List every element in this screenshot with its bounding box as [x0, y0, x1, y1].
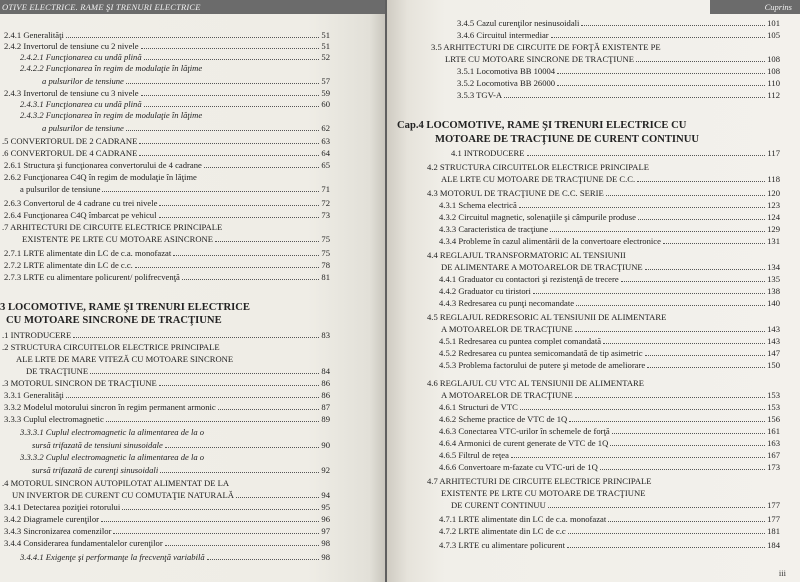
dot-leader [550, 231, 765, 232]
toc-entry [439, 450, 780, 460]
chapter-heading-continuation: MOTOARE DE TRACŢIUNE DE CURENT CONTINUU [435, 134, 700, 145]
toc-entry-text: ALE LRTE CU MOTOARE DE TRACŢIUNE DE C.C. [441, 174, 636, 184]
toc-entry [4, 390, 330, 400]
toc-entry [2, 378, 330, 388]
dot-leader [215, 241, 319, 242]
toc-page-number: 123 [767, 200, 780, 210]
toc-entry [4, 248, 330, 258]
toc-entry [457, 78, 780, 88]
chapter-heading: Cap.4 LOCOMOTIVE, RAME ŞI TRENURI ELECTRICE CU [397, 120, 687, 131]
toc-entry-text: 2.7.3 LRTE cu alimentare policurent/ polifrecvenţă [4, 272, 180, 282]
toc-entry [439, 348, 780, 358]
toc-entry-text: 4.3.1 Schema electrică [439, 200, 517, 210]
toc-entry-text: 3.4.3 Sincronizarea comenzilor [4, 526, 112, 536]
toc-entry-text: 4.6.2 Scheme practice de VTC de 1Q [439, 414, 568, 424]
toc-page-number: 72 [321, 198, 330, 208]
toc-page-number: 177 [767, 514, 780, 524]
toc-page-number: 184 [767, 540, 780, 550]
toc-page-number: 163 [767, 438, 780, 448]
toc-page-number: 135 [767, 274, 780, 284]
toc-page-number: 167 [767, 450, 780, 460]
toc-entry-title: .4 MOTORUL SINCRON AUTOPILOTAT ALIMENTAT DE LA [2, 478, 230, 488]
toc-entry [457, 18, 780, 28]
toc-entry-text: 3.3.3 Cuplul electromagnetic [4, 414, 104, 424]
toc-entry [439, 526, 780, 536]
dot-leader [122, 509, 319, 510]
toc-entry-text: UN INVERTOR DE CURENT CU COMUTAŢIE NATURALĂ [12, 490, 234, 500]
toc-entry [20, 184, 330, 194]
toc-entry-text: 4.5.3 Problema factorului de putere şi metode de ameliorare [439, 360, 646, 370]
toc-entry [439, 402, 780, 412]
toc-entry [4, 538, 330, 548]
toc-page-number: 60 [321, 99, 330, 109]
toc-entry-text: LRTE CU MOTOARE SINCRONE DE TRACŢIUNE [445, 54, 634, 64]
toc-page-number: 124 [767, 212, 780, 222]
toc-entry [441, 324, 780, 334]
toc-page-number: 129 [767, 224, 780, 234]
dot-leader [520, 409, 765, 410]
toc-entry-text: EXISTENTE PE LRTE CU MOTOARE ASINCRONE [22, 234, 214, 244]
toc-page-number: 117 [767, 148, 780, 158]
toc-page-number: 63 [321, 136, 330, 146]
toc-entry-text: 3.4.4 Considerarea fundamentalelor curenţilor [4, 538, 163, 548]
dot-leader [603, 343, 765, 344]
toc-page-number: 156 [767, 414, 780, 424]
toc-entry-text: 3.3.1 Generalităţi [4, 390, 64, 400]
toc-entry-text: 3.3.2 Modelul motorului sincron în regim permanent armonic [4, 402, 216, 412]
toc-entry-text: 4.1 INTRODUCERE [451, 148, 525, 158]
toc-entry [439, 298, 780, 308]
toc-entry [441, 262, 780, 272]
toc-entry-text: 3.4.1 Detectarea poziţiei rotorului [4, 502, 121, 512]
toc-page-number: 89 [321, 414, 330, 424]
toc-entry [4, 41, 330, 51]
dot-leader [113, 533, 319, 534]
toc-page-number: 143 [767, 324, 780, 334]
dot-leader [606, 195, 765, 196]
dot-leader [139, 155, 319, 156]
toc-entry [32, 465, 330, 475]
left-running-head: OTIVE ELECTRICE. RAME ŞI TRENURI ELECTRICE [0, 0, 385, 14]
toc-entry-text: 3.4.6 Circuitul intermediar [457, 30, 549, 40]
toc-entry-text: 4.4.3 Redresarea cu punţi necomandate [439, 298, 575, 308]
toc-page-number: 71 [321, 184, 330, 194]
toc-entry-text: 4.6.3 Conectarea VTC-urilor în schemele de forţă [439, 426, 610, 436]
toc-entry [439, 236, 780, 246]
toc-entry [4, 160, 330, 170]
toc-entry [439, 212, 780, 222]
toc-entry-text: .1 INTRODUCERE [2, 330, 72, 340]
toc-entry [20, 552, 330, 562]
toc-entry-text: 2.6.4 Funcţionarea C4Q îmbarcat pe vehicul [4, 210, 157, 220]
toc-page-number: 153 [767, 390, 780, 400]
toc-entry-title: 2.6.2 Funcţionarea C4Q în regim de modulaţie în lăţime [4, 172, 197, 182]
toc-entry-text: a pulsurilor de tensiune [20, 184, 101, 194]
toc-page-number: 138 [767, 286, 780, 296]
toc-entry [42, 123, 330, 133]
toc-entry-text: 4.3 MOTORUL DE TRACŢIUNE DE C.C. SERIE [427, 188, 604, 198]
toc-entry-text: 4.7.1 LRTE alimentate din LC de c.a. monofazat [439, 514, 607, 524]
toc-entry-text: DE CURENT CONTINUU [451, 500, 546, 510]
toc-page-number: 143 [767, 336, 780, 346]
toc-entry-continuation: ALE LRTE DE MARE VITEZĂ CU MOTOARE SINCRONE [16, 354, 234, 364]
dot-leader [569, 421, 765, 422]
toc-entry-title: 3.3.3.2 Cuplul electromagnetic la alimentarea de la o [20, 452, 205, 462]
toc-page-number: 95 [321, 502, 330, 512]
toc-entry [439, 336, 780, 346]
dot-leader [66, 397, 320, 398]
right-running-head: Cuprins [710, 0, 800, 14]
dot-leader [90, 373, 319, 374]
dot-leader [621, 281, 765, 282]
toc-entry [4, 514, 330, 524]
dot-leader [126, 83, 320, 84]
dot-leader [106, 421, 320, 422]
toc-entry [2, 330, 330, 340]
toc-entry-text: a pulsurilor de tensiune [42, 76, 124, 86]
toc-page-number: 112 [767, 90, 780, 100]
dot-leader [519, 207, 765, 208]
toc-entry-text: 3.4.5 Cazul curenţilor nesinusoidali [457, 18, 580, 28]
toc-entry-title: 4.2 STRUCTURA CIRCUITELOR ELECTRICE PRINCIPALE [427, 162, 649, 172]
toc-page-number: 134 [767, 262, 780, 272]
toc-entry-title: 4.4 REGLAJUL TRANSFORMATORIC AL TENSIUNII [427, 250, 626, 260]
toc-entry-title: 4.7 ARHITECTURI DE CIRCUITE ELECTRICE PRINCIPALE [427, 476, 652, 486]
dot-leader [504, 97, 765, 98]
dot-leader [182, 279, 320, 280]
toc-entry [26, 366, 330, 376]
toc-entry [439, 462, 780, 472]
toc-page-number: 118 [767, 174, 780, 184]
toc-entry-text: 4.4.1 Graduator cu contactori şi rezistenţă de trecere [439, 274, 619, 284]
toc-entry [439, 514, 780, 524]
toc-entry-text: 4.3.4 Probleme în cazul alimentării de la convertoare electronice [439, 236, 661, 246]
dot-leader [207, 559, 320, 560]
toc-page-number: 73 [321, 210, 330, 220]
dot-leader [645, 355, 766, 356]
toc-entry-title: 4.5 REGLAJUL REDRESORIC AL TENSIUNII DE ALIMENTARE [427, 312, 667, 322]
toc-entry-text: 2.6.3 Convertorul de 4 cadrane cu trei nivele [4, 198, 158, 208]
toc-page-number: 65 [321, 160, 330, 170]
dot-leader [135, 267, 320, 268]
toc-entry [4, 30, 330, 40]
toc-entry-text: 4.6.5 Filtrul de reţea [439, 450, 509, 460]
toc-entry-title: 2.4.3.2 Funcţionarea în regim de modulaţie în lăţime [20, 110, 203, 120]
toc-entry [439, 438, 780, 448]
toc-entry-text: sursă trifazată de curenţi sinusoidali [32, 465, 159, 475]
toc-page-number: 98 [321, 538, 330, 548]
toc-page-number: 75 [321, 248, 330, 258]
toc-page-number: 86 [321, 390, 330, 400]
toc-entry [427, 188, 780, 198]
toc-entry-text: 2.4.1 Generalităţi [4, 30, 64, 40]
toc-entry [441, 390, 780, 400]
toc-entry-text: sursă trifazată de tensiuni sinusoidale [32, 440, 163, 450]
toc-page-number: 110 [767, 78, 780, 88]
toc-entry [439, 274, 780, 284]
toc-page-number: 51 [321, 41, 330, 51]
dot-leader [663, 243, 765, 244]
toc-entry-text: 2.4.2 Invertorul de tensiune cu 2 nivele [4, 41, 139, 51]
toc-entry [445, 54, 780, 64]
dot-leader [73, 337, 319, 338]
toc-entry [42, 76, 330, 86]
toc-entry-title: 3.3.3.1 Cuplul electromagnetic la alimentarea de la o [20, 427, 205, 437]
toc-entry [20, 99, 330, 109]
toc-page-number: 86 [321, 378, 330, 388]
toc-entry-title: 3.5 ARHITECTURI DE CIRCUITE DE FORŢĂ EXISTENTE PE [431, 42, 661, 52]
toc-entry [32, 440, 330, 450]
toc-entry-text: 2.4.3 Invertorul de tensiune cu 3 nivele [4, 88, 139, 98]
toc-page-number: 153 [767, 402, 780, 412]
toc-page-number: 62 [321, 123, 330, 133]
toc-entry-continuation: EXISTENTE PE LRTE CU MOTOARE DE TRACŢIUNE [441, 488, 646, 498]
toc-entry-text: 4.7.3 LRTE cu alimentare policurent [439, 540, 565, 550]
dot-leader [600, 469, 765, 470]
toc-entry-text: 4.4.2 Graduator cu tiristori [439, 286, 531, 296]
toc-entry-text: 4.5.2 Redresarea cu puntea semicomandată de tip asimetric [439, 348, 643, 358]
toc-page-number: 150 [767, 360, 780, 370]
dot-leader [165, 545, 320, 546]
dot-leader [551, 37, 765, 38]
dot-leader [608, 521, 765, 522]
toc-page-number: 81 [321, 272, 330, 282]
toc-page-number: 177 [767, 500, 780, 510]
toc-page-number: 90 [321, 440, 330, 450]
toc-entry [2, 136, 330, 146]
toc-entry-title: .2 STRUCTURA CIRCUITELOR ELECTRICE PRINCIPALE [2, 342, 220, 352]
toc-entry-text: 4.3.2 Circuitul magnetic, solenaţiile şi câmpurile produse [439, 212, 636, 222]
toc-page-number: 97 [321, 526, 330, 536]
toc-entry [4, 198, 330, 208]
toc-entry [4, 272, 330, 282]
dot-leader [557, 73, 765, 74]
dot-leader [610, 445, 765, 446]
toc-entry [457, 30, 780, 40]
chapter-heading-continuation: CU MOTOARE SINCRONE DE TRACŢIUNE [6, 315, 222, 326]
dot-leader [236, 497, 319, 498]
toc-entry [20, 52, 330, 62]
toc-page-number: 120 [767, 188, 780, 198]
toc-entry [457, 66, 780, 76]
toc-entry [457, 90, 780, 100]
toc-page-number: 173 [767, 462, 780, 472]
toc-page-number: 147 [767, 348, 780, 358]
toc-entry-text: 4.7.2 LRTE alimentate din LC de c.c [439, 526, 566, 536]
toc-entry [439, 426, 780, 436]
toc-entry [4, 210, 330, 220]
toc-entry [451, 148, 780, 158]
dot-leader [557, 85, 765, 86]
toc-entry-text: 2.7.2 LRTE alimentate din LC de c.c. [4, 260, 133, 270]
toc-page-number: 64 [321, 148, 330, 158]
toc-entry-text: .3 MOTORUL SINCRON DE TRACŢIUNE [2, 378, 157, 388]
toc-entry [451, 500, 780, 510]
toc-page-number: 140 [767, 298, 780, 308]
toc-entry-text: 4.3.3 Caracteristica de tracţiune [439, 224, 549, 234]
dot-leader [102, 191, 319, 192]
dot-leader [548, 507, 765, 508]
toc-entry [4, 88, 330, 98]
toc-page-number: 131 [767, 236, 780, 246]
toc-entry-title: 4.6 REGLAJUL CU VTC AL TENSIUNII DE ALIMENTARE [427, 378, 645, 388]
toc-page-number: 59 [321, 88, 330, 98]
dot-leader [575, 397, 765, 398]
dot-leader [581, 25, 765, 26]
dot-leader [645, 269, 765, 270]
dot-leader [527, 155, 766, 156]
toc-entry-text: .5 CONVERTORUL DE 2 CADRANE [2, 136, 138, 146]
toc-page-number: 181 [767, 526, 780, 536]
toc-page-number: 75 [321, 234, 330, 244]
toc-entry [439, 224, 780, 234]
toc-page-number: 105 [767, 30, 780, 40]
toc-page-number: 94 [321, 490, 330, 500]
toc-page-number: 52 [321, 52, 330, 62]
dot-leader [533, 293, 765, 294]
dot-leader [567, 547, 765, 548]
toc-entry-text: DE ALIMENTARE A MOTOARELOR DE TRACŢIUNE [441, 262, 643, 272]
dot-leader [144, 106, 320, 107]
dot-leader [576, 305, 765, 306]
dot-leader [612, 433, 765, 434]
toc-entry [4, 502, 330, 512]
dot-leader [141, 95, 320, 96]
toc-entry-text: 2.4.3.1 Funcţionarea cu undă plină [20, 99, 142, 109]
toc-page-number: 78 [321, 260, 330, 270]
toc-entry [439, 200, 780, 210]
chapter-heading: 3 LOCOMOTIVE, RAME ŞI TRENURI ELECTRICE [0, 302, 250, 313]
toc-entry-text: 4.6.4 Armonici de curent generate de VTC de 1Q [439, 438, 609, 448]
dot-leader [511, 457, 765, 458]
toc-entry [4, 414, 330, 424]
toc-entry-text: 4.5.1 Redresarea cu puntea complet comandată [439, 336, 602, 346]
dot-leader [144, 59, 320, 60]
toc-page-number: 84 [321, 366, 330, 376]
dot-leader [126, 130, 320, 131]
dot-leader [139, 143, 319, 144]
dot-leader [160, 472, 319, 473]
dot-leader [165, 447, 320, 448]
toc-entry-text: A MOTOARELOR DE TRACŢIUNE [441, 390, 573, 400]
dot-leader [66, 37, 320, 38]
page-folio: iii [778, 568, 786, 578]
dot-leader [204, 167, 320, 168]
dot-leader [159, 217, 320, 218]
dot-leader [568, 533, 765, 534]
toc-entry-text: 3.4.4.1 Exigenţe şi performanţe la frecvenţă variabilă [20, 552, 205, 562]
toc-entry [12, 490, 330, 500]
dot-leader [575, 331, 765, 332]
dot-leader [141, 48, 320, 49]
toc-entry-text: A MOTOARELOR DE TRACŢIUNE [441, 324, 573, 334]
toc-entry [22, 234, 330, 244]
dot-leader [637, 181, 765, 182]
toc-entry-text: 2.6.1 Structura şi funcţionarea convertorului de 4 cadrane [4, 160, 202, 170]
dot-leader [218, 409, 320, 410]
toc-entry-text: 2.4.2.1 Funcţionarea cu undă plină [20, 52, 142, 62]
right-page [387, 0, 800, 582]
toc-entry-text: DE TRACŢIUNE [26, 366, 89, 376]
toc-page-number: 83 [321, 330, 330, 340]
toc-page-number: 108 [767, 54, 780, 64]
dot-leader [159, 205, 319, 206]
toc-entry-text: 4.6.6 Convertoare m-fazate cu VTC-uri de 1Q [439, 462, 598, 472]
toc-entry-text: 3.5.1 Locomotiva BB 10004 [457, 66, 556, 76]
toc-entry [439, 540, 780, 550]
toc-page-number: 87 [321, 402, 330, 412]
toc-page-number: 96 [321, 514, 330, 524]
toc-entry [4, 402, 330, 412]
toc-page-number: 51 [321, 30, 330, 40]
dot-leader [647, 367, 765, 368]
toc-entry-text: 3.5.3 TGV-A [457, 90, 503, 100]
toc-entry [2, 148, 330, 158]
toc-page-number: 101 [767, 18, 780, 28]
toc-entry-text: 3.5.2 Locomotiva BB 26000 [457, 78, 556, 88]
toc-entry [439, 414, 780, 424]
toc-page-number: 57 [321, 76, 330, 86]
toc-entry-title: .7 ARHITECTURI DE CIRCUITE ELECTRICE PRINCIPALE [2, 222, 223, 232]
toc-entry [439, 360, 780, 370]
toc-page-number: 108 [767, 66, 780, 76]
toc-entry-title: 2.4.2.2 Funcţionarea în regim de modulaţie în lăţime [20, 63, 203, 73]
toc-entry [4, 526, 330, 536]
toc-page-number: 98 [321, 552, 330, 562]
toc-entry-text: .6 CONVERTORUL DE 4 CADRANE [2, 148, 138, 158]
toc-entry [441, 174, 780, 184]
toc-entry-text: 3.4.2 Diagramele curenţilor [4, 514, 99, 524]
toc-page-number: 161 [767, 426, 780, 436]
toc-entry [4, 260, 330, 270]
toc-page-number: 92 [321, 465, 330, 475]
dot-leader [636, 61, 765, 62]
dot-leader [101, 521, 319, 522]
left-page [0, 0, 385, 582]
dot-leader [173, 255, 319, 256]
dot-leader [159, 385, 320, 386]
dot-leader [638, 219, 765, 220]
toc-entry-text: 2.7.1 LRTE alimentate din LC de c.a. monofazat [4, 248, 172, 258]
toc-entry [439, 286, 780, 296]
toc-entry-text: a pulsurilor de tensiune [42, 123, 124, 133]
toc-entry-text: 4.6.1 Structuri de VTC [439, 402, 518, 412]
